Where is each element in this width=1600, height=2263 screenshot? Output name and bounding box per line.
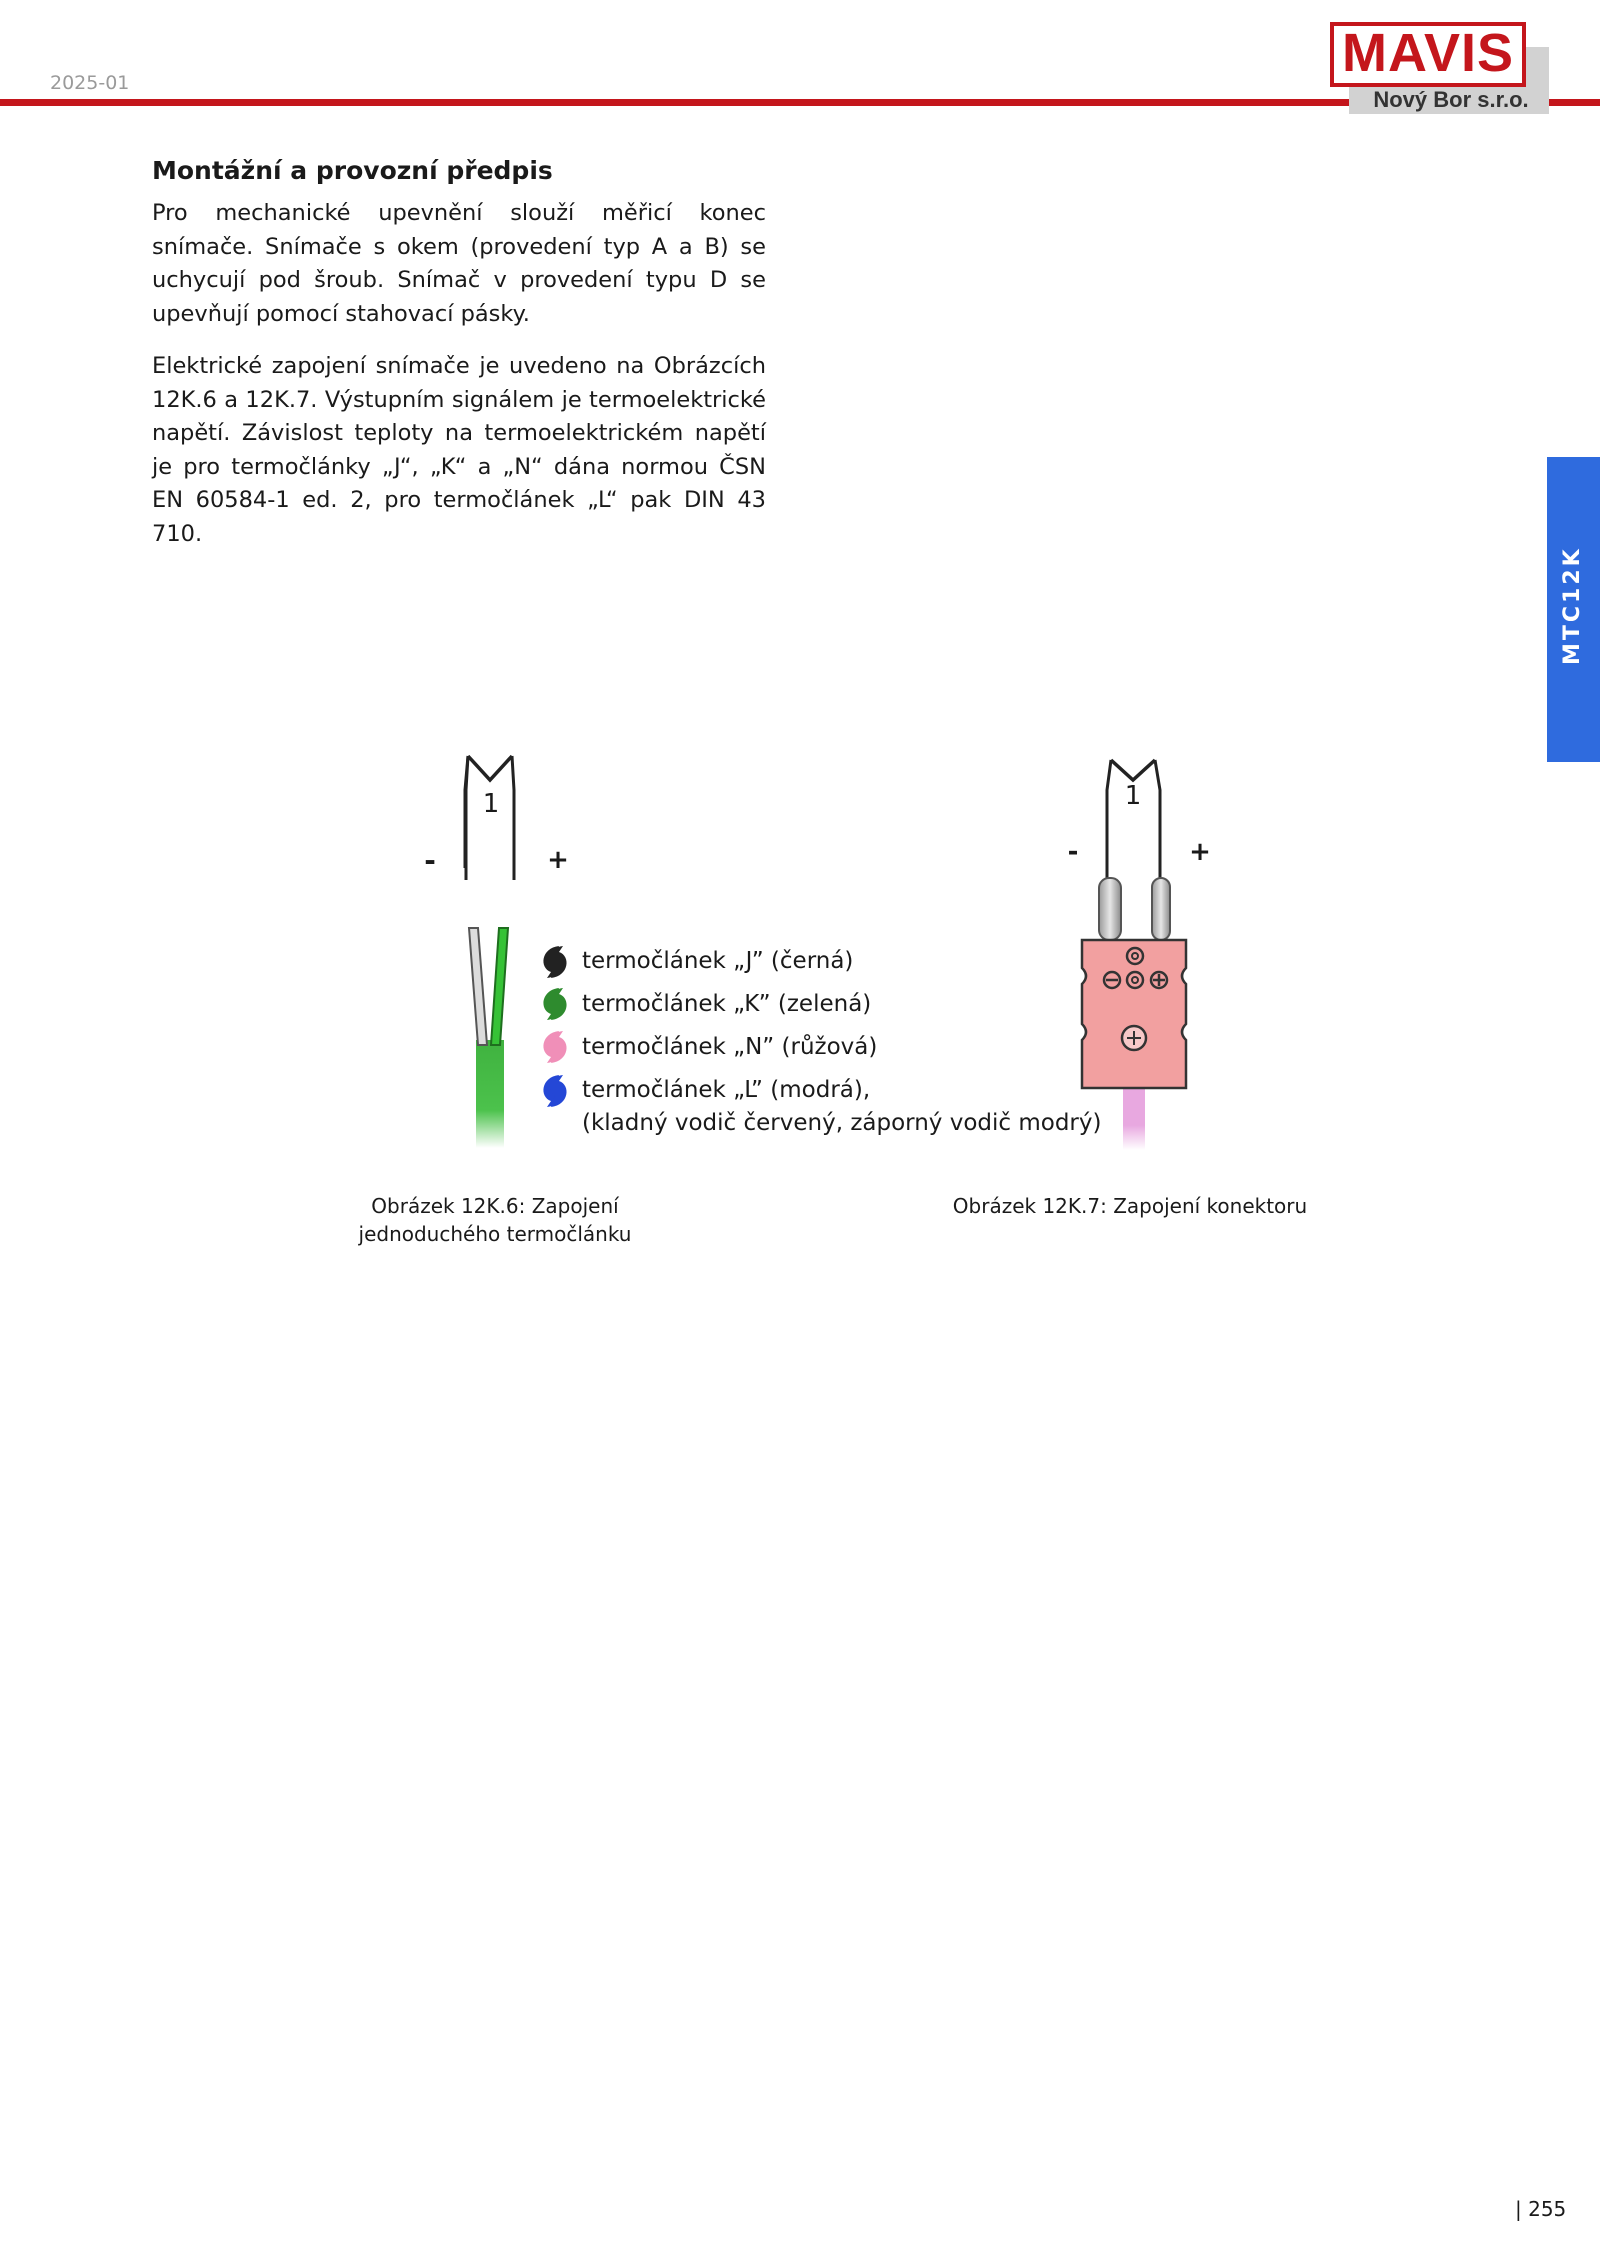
legend-icon-l <box>543 1075 566 1107</box>
fig2-plus-label: + <box>1189 837 1211 867</box>
chapter-tab-label: MTC12K <box>1560 546 1585 665</box>
section-heading: Montážní a provozní předpis <box>152 156 553 185</box>
document-date: 2025-01 <box>50 72 130 94</box>
legend-label-l: termočlánek „L” (modrá), <box>582 1077 871 1103</box>
cable-jacket <box>476 1040 504 1148</box>
positive-pin <box>1152 878 1170 940</box>
fig2-junction-number: 1 <box>1124 781 1142 811</box>
connector-cable <box>1123 1088 1145 1150</box>
legend-icon-k <box>543 988 566 1020</box>
legend-label-j: termočlánek „J” (černá) <box>582 948 854 974</box>
legend-icon-j <box>543 946 566 978</box>
logo-subtitle: Nový Bor s.r.o. <box>1373 87 1529 112</box>
figure2-caption: Obrázek 12K.7: Zapojení konektoru <box>952 1194 1308 1218</box>
wiring-paragraph: Elektrické zapojení snímače je uvedeno na Obrázcích 12K.6 a 12K.7. Výstupním signálem je termoelektrické napětí. Závislost teploty na termoelektrickém napětí je pro termočlánky „J“, „K“ a „N“ dána normou ČSN EN 60584-1 ed. 2, pro termočlánek „L“ pak DIN 43 710. <box>152 353 766 547</box>
legend-label-k: termočlánek „K” (zelená) <box>582 991 872 1017</box>
legend-note: (kladný vodič červený, záporný vodič modrý) <box>582 1110 1102 1136</box>
connector-drawing <box>1082 760 1186 1150</box>
legend-icon-n <box>543 1031 566 1063</box>
positive-wire <box>491 928 508 1045</box>
legend <box>543 946 1101 1136</box>
negative-pin <box>1099 878 1121 940</box>
negative-wire <box>469 928 487 1045</box>
page-number: | 255 <box>1515 2197 1567 2221</box>
connector-body <box>1082 940 1186 1088</box>
logo-wordmark: MAVIS <box>1341 23 1514 83</box>
fig1-plus-label: + <box>547 845 569 875</box>
fig1-minus-label: - <box>424 844 436 877</box>
figure1-caption: Obrázek 12K.6: Zapojení jednoduchého termočlánku <box>358 1194 632 1246</box>
fig2-minus-label: - <box>1067 837 1079 867</box>
mounting-paragraph: Pro mechanické upevnění slouží měřicí konec snímače. Snímače s okem (provedení typ A a B) se uchycují pod šroub. Snímač v provedení typu D se upevňují pomocí stahovací pásky. <box>152 200 766 327</box>
fig1-junction-number: 1 <box>482 789 500 819</box>
legend-label-n: termočlánek „N” (růžová) <box>582 1034 878 1060</box>
